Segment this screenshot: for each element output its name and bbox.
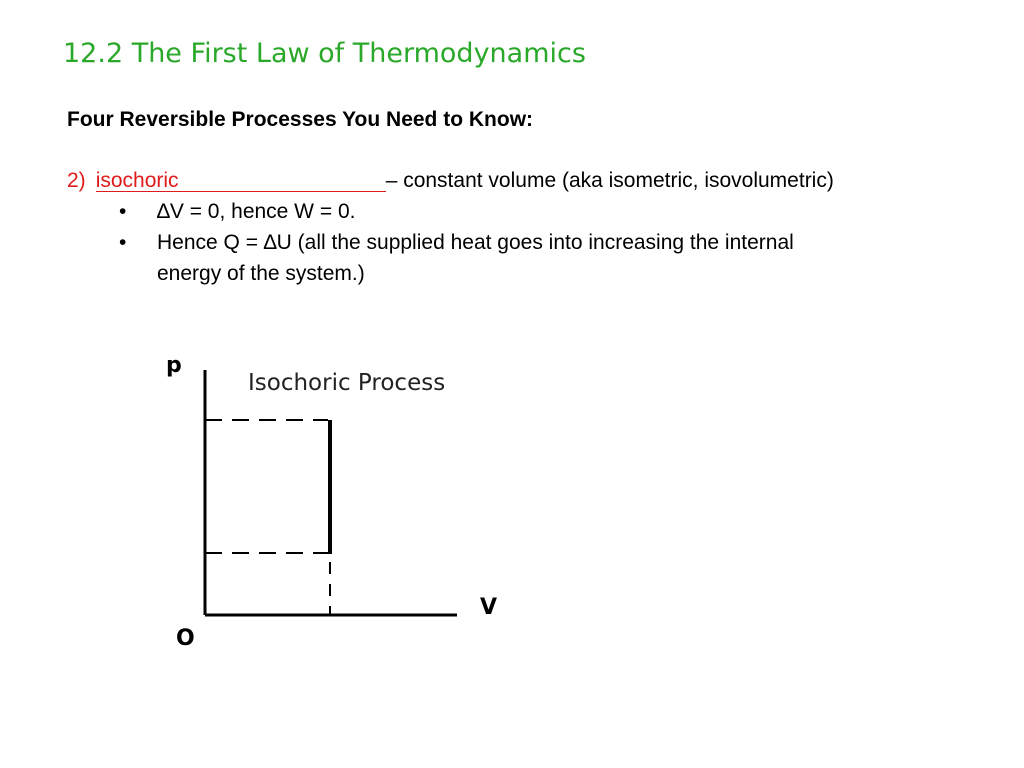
origin-label: O — [176, 626, 195, 651]
process-term: isochoric — [96, 170, 386, 192]
process-description: – constant volume (aka isometric, isovolumetric) — [385, 169, 834, 192]
section-heading: Four Reversible Processes You Need to Know: — [67, 108, 534, 131]
slide-title: 12.2 The First Law of Thermodynamics — [63, 38, 586, 69]
bullet-text-continued: energy of the system.) — [157, 262, 365, 285]
bullet-marker: • — [119, 200, 127, 223]
list-number: 2) — [67, 169, 86, 192]
list-item-isochoric — [67, 169, 834, 193]
bullet-text: ∆V = 0, hence W = 0. — [157, 200, 356, 223]
y-axis-label: p — [166, 353, 182, 378]
bullet-text: Hence Q = ∆U (all the supplied heat goes into increasing the internal — [157, 231, 794, 254]
x-axis-label: V — [480, 595, 498, 620]
bullet-marker: • — [119, 231, 127, 254]
diagram-title: Isochoric Process — [248, 370, 446, 396]
isochoric-diagram — [150, 330, 530, 660]
